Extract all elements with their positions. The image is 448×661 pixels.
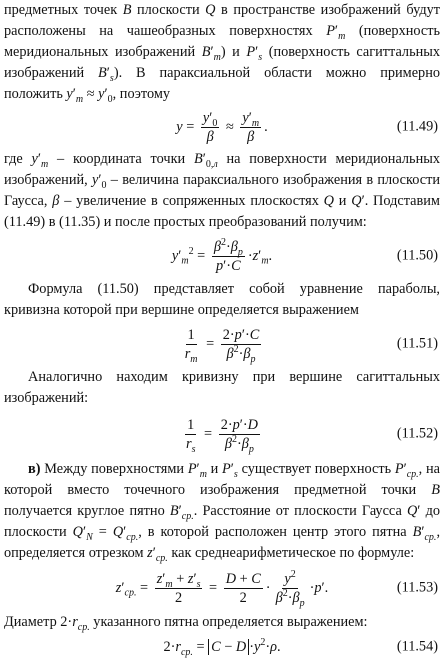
equation-11-49: y = $\frac{y'_0}{\beta}$ ≈ $\frac{y'_m}{\beta}$ . (11.49): [176, 109, 438, 145]
equation-number: (11.52): [396, 425, 438, 442]
equation-number: (11.51): [396, 335, 438, 352]
equation-number: (11.54): [396, 638, 438, 655]
paragraph-3: Формула (11.50) представляет собой уравнение параболы, кривизна которой при вершине определяется выражением: [4, 281, 440, 318]
document-page: [4, 0, 440, 661]
paragraph-5: в) Между поверхностями $P'_m$ и $P'_s$ существует поверхность $P'_{ср.}$, на которой вместо точечного изображения предметной точки B получается круглое пятно $B'_{ср.}$. Расстояние от плоскости Гаусса Q′ до плоскости $Q'_N = Q'_{ср.}$, в которой расположен центр этого пятна $B'_{ср.}$, определяется отрезком $z'_{ср.}$ как среднеарифметическое по формуле:: [4, 461, 441, 564]
equation-number: (11.50): [396, 247, 438, 264]
paragraph-2: где $y'_m$ – координата точки $B'_{0,л}$ на поверхности меридиональных изображений, $y'_0$ – величина параксиального изображения в плоскости Гаусса, β – увеличение в сопряженных плоскостях Q и Q′. Подставим (11.49) в (11.35) и после простых преобразований получим:: [4, 151, 440, 230]
equation-number: (11.53): [396, 579, 438, 596]
paragraph-4: Аналогично находим кривизну при вершине сагиттальных изображений:: [4, 369, 440, 406]
paragraph-6: Диаметр $2\cdot r_{ср.}$ указанного пятна определяется выражением:: [4, 614, 368, 633]
equation-11-52: $\frac{1}{r_s}$ = $\frac{2\cdot p'\cdot D}{\beta^2\cdot\beta_p}$ (11.52): [186, 416, 438, 455]
equation-11-54: $2\cdot r_{ср.} = C - D \cdot y^2\cdot\rho$. (11.54): [163, 636, 438, 658]
equation-11-53: $z'_{ср.}$ = $\frac{z'_m + z'_s}{2}$ = $\frac{D + C}{2}$ · $\frac{y^2}{\beta^2\cdot\beta_p}$ ·p′. (11.53): [115, 568, 438, 609]
equation-11-50: $y'_m^2$ = $\frac{\beta^2\cdot\beta_p}{p'\cdot C}$ $\cdot z'_m$. (11.50): [171, 236, 438, 274]
equation-number: (11.49): [396, 118, 438, 135]
paragraph-1: предметных точек B плоскости Q в пространстве изображений будут расположены на чашеобразных поверхностях $P'_m$ (поверхность меридиональных изображений $B'_m$) и $P'_s$ (поверхность сагиттальных изображений $B'_s$). В параксиальной области можно примерно положить $y'_m \approx y'_0$, поэтому: [4, 2, 441, 105]
equation-11-51: $\frac{1}{r_m}$ = $\frac{2\cdot p'\cdot C}{\beta^2\cdot\beta_p}$ (11.51): [184, 326, 438, 365]
